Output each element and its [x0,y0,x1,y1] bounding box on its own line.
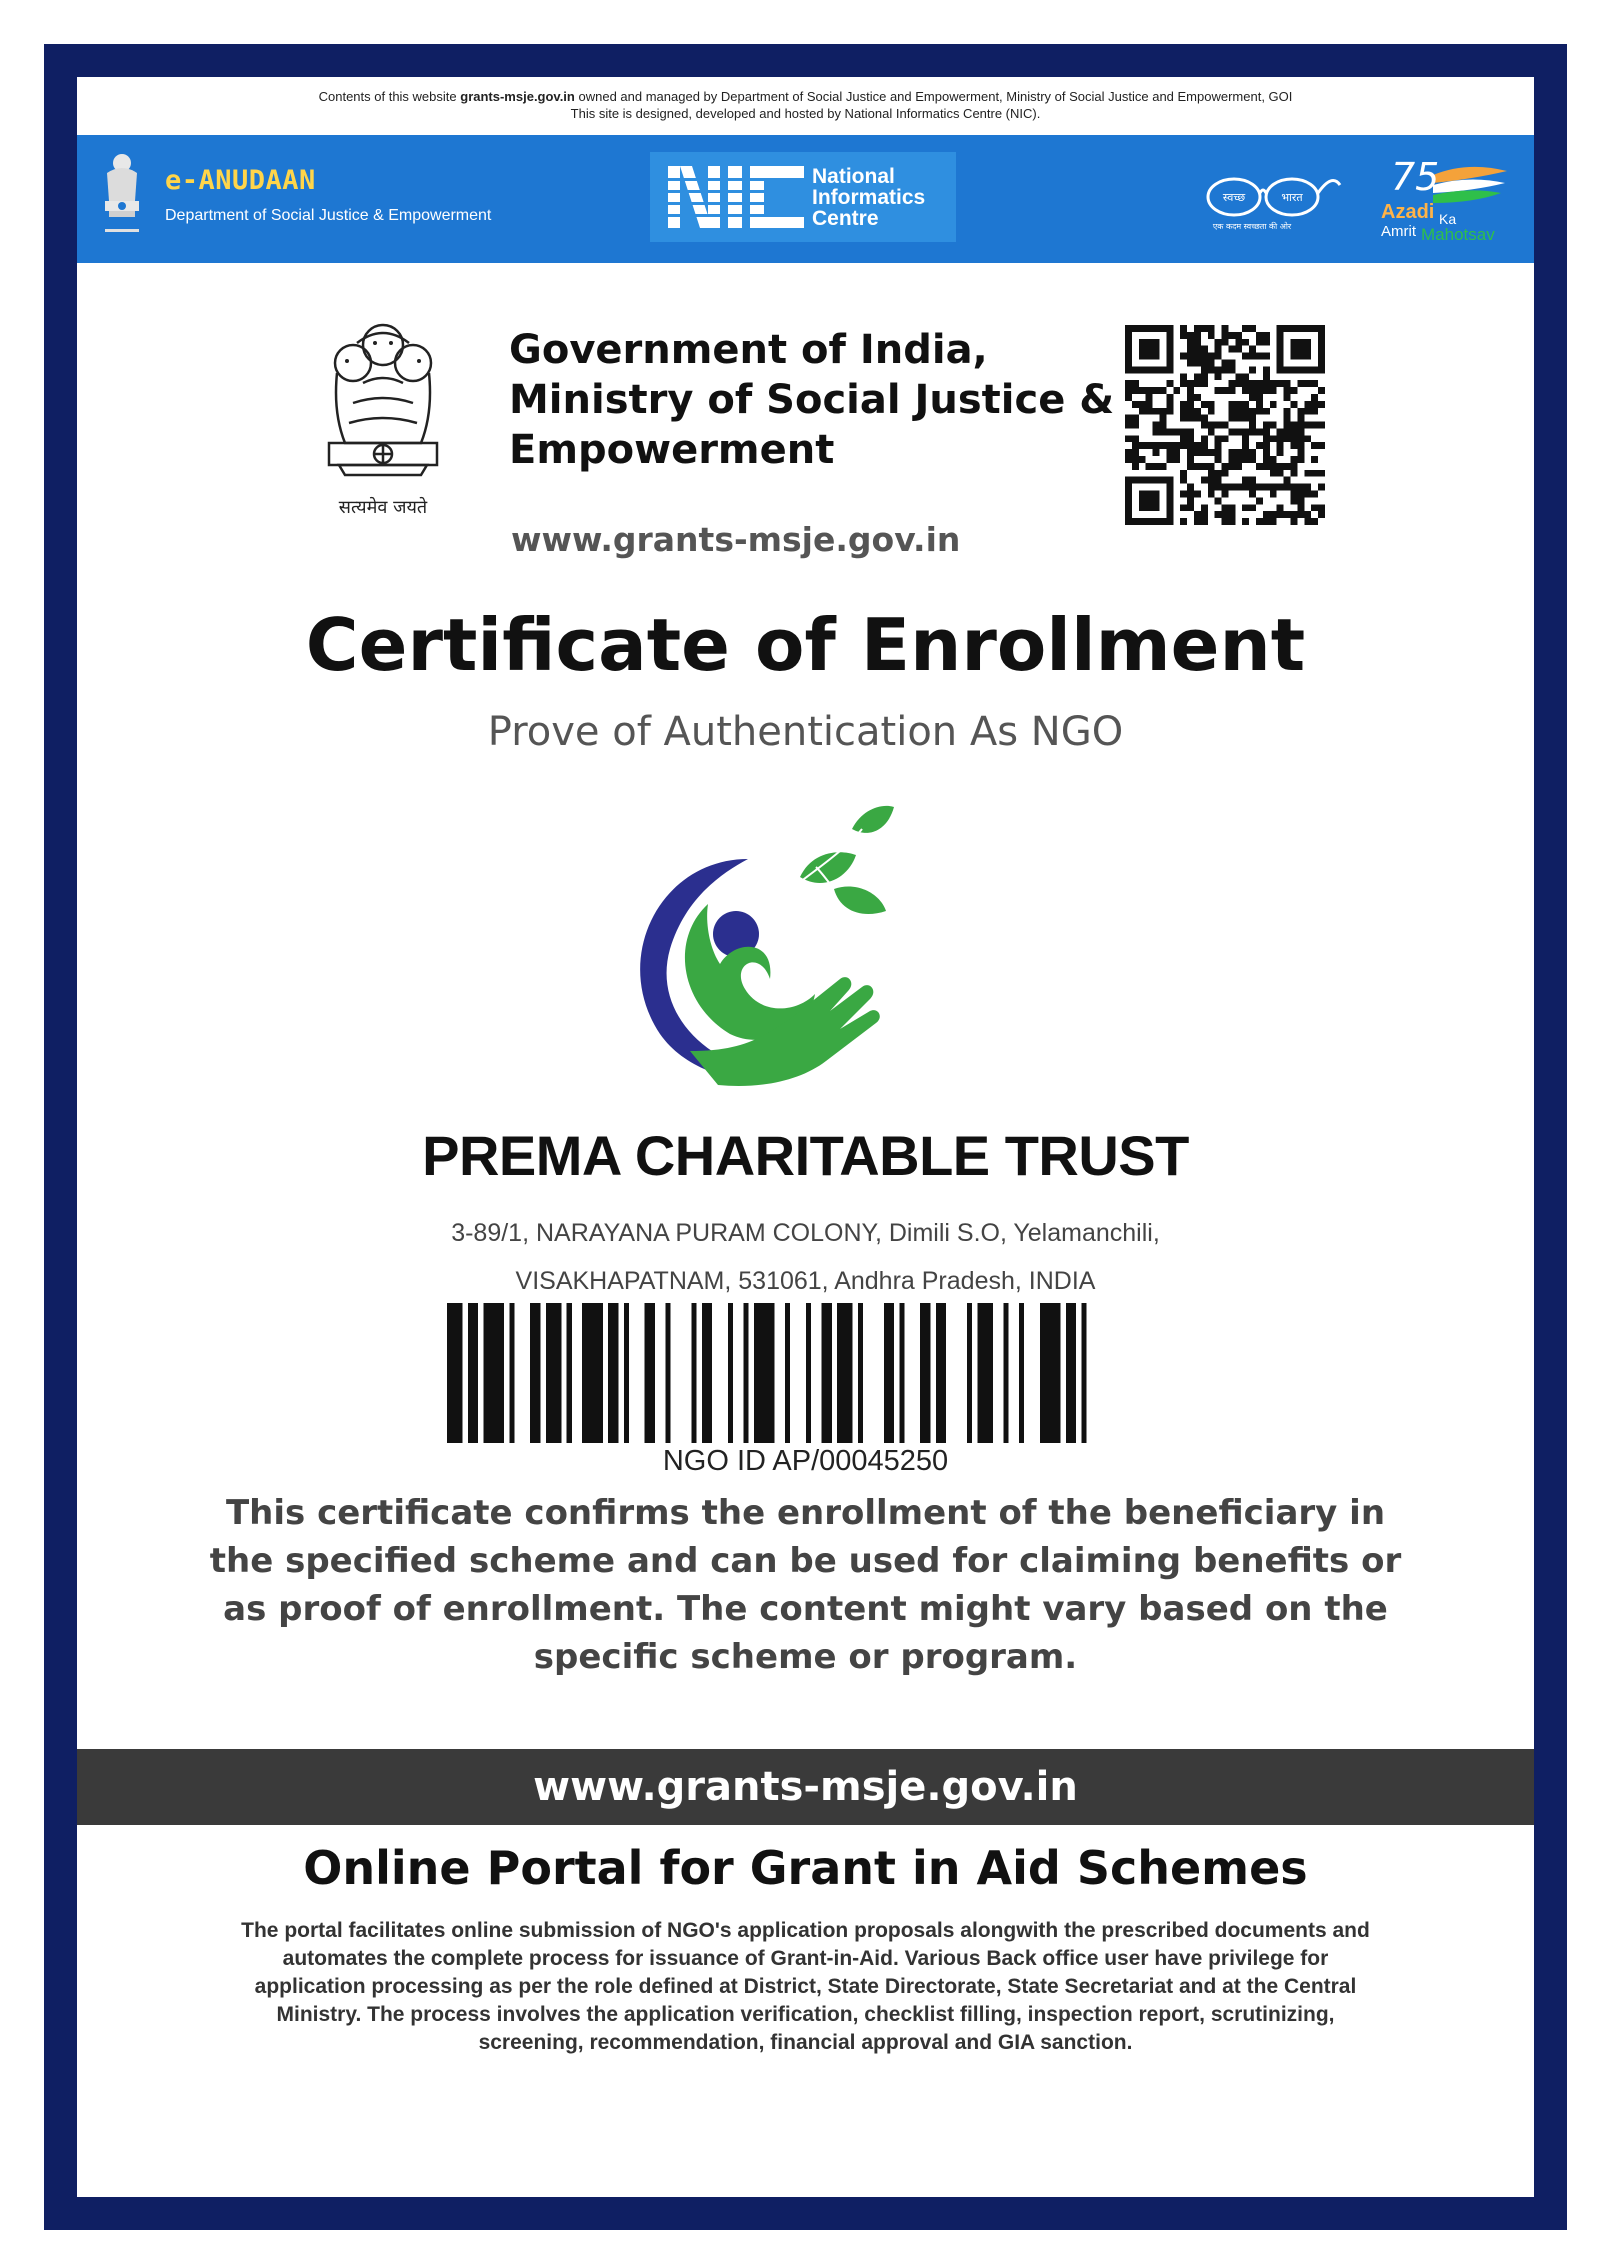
azadi-mahotsav: Mahotsav [1421,225,1495,244]
gov-line-2: Ministry of Social Justice & [509,377,1115,423]
gov-line-3: Empowerment [509,427,835,473]
hosting-note: This site is designed, developed and hosted by National Informatics Centre (NIC). [570,106,1041,121]
azadi-ka-amrit-mahotsav-logo [1377,153,1517,248]
ownership-suffix: owned and managed by Department of Social Justice and Empowerment, Ministry of Social Justice and Empowerment, GOI [574,89,1293,104]
azadi-amrit: Amrit [1381,223,1416,240]
emblem-motto: सत्यमेव जयते [338,497,428,518]
nic-word-informatics: Informatics [812,186,926,209]
header-banner [77,135,1534,263]
barcode-icon [447,1303,1162,1443]
national-emblem-icon [97,149,147,245]
ownership-site: grants-msje.gov.in [460,89,575,104]
certificate-title: Certificate of Enrollment [305,603,1306,687]
swachh-right-text: भारत [1281,191,1303,204]
brand-subtitle: Department of Social Justice & Empowerment [165,207,492,224]
certificate-subtitle: Prove of Authentication As NGO [487,709,1124,755]
portal-title: Online Portal for Grant in Aid Schemes [303,1841,1308,1895]
organization-name: PREMA CHARITABLE TRUST [422,1124,1189,1187]
nic-word-centre: Centre [812,207,879,230]
footer-url-bar [77,1749,1534,1825]
ownership-prefix: Contents of this website [318,89,461,104]
footer-url: www.grants-msje.gov.in [533,1764,1078,1810]
enrollment-statement: This certificate confirms the enrollment of the beneficiary in the specified scheme and can be used for claiming benefits or as proof of enrollment. The content might vary based on the specific scheme or program. [209,1493,1402,1677]
swachh-left-text: स्वच्छ [1222,191,1246,204]
gov-line-1: Government of India, [509,327,988,373]
portal-description: The portal facilitates online submission of NGO's application proposals alongwith the prescribed documents and automates the complete process for issuance of Grant-in-Aid. Various Back office user have privilege for application processing as per the role defined at District, State Directorate, State Secretariat and at the Central Ministry. The process involves the application verification, checklist filling, inspection report, scrutinizing, screening, recommendation, financial approval and GIA sanction. [241,1919,1370,2054]
nic-logo-box [650,152,956,242]
azadi-75: 75 [1391,155,1440,199]
azadi-ka: Ka [1439,211,1457,227]
site-ownership-note [77,77,1534,135]
ngo-logo-icon [600,789,900,1099]
qr-code-icon [1125,325,1325,525]
swachh-bharat-logo-icon [1192,165,1342,235]
nic-logo-icon [668,166,804,228]
ashoka-emblem-icon [313,313,453,528]
address-line-2: VISAKHAPATNAM, 531061, Andhra Pradesh, INDIA [515,1267,1096,1295]
address-line-1: 3-89/1, NARAYANA PURAM COLONY, Dimili S.O, Yelamanchili, [451,1219,1160,1247]
certificate-page [77,77,1534,2197]
swachh-tagline: एक कदम स्वच्छता की ओर [1212,222,1292,231]
gov-website-url: www.grants-msje.gov.in [511,520,961,559]
brand-title: e-ANUDAAN [165,165,316,196]
ngo-id: NGO ID AP/00045250 [662,1445,949,1477]
nic-word-national: National [812,165,895,188]
azadi-word: Azadi [1381,201,1435,223]
nic-wordmark [812,166,925,229]
